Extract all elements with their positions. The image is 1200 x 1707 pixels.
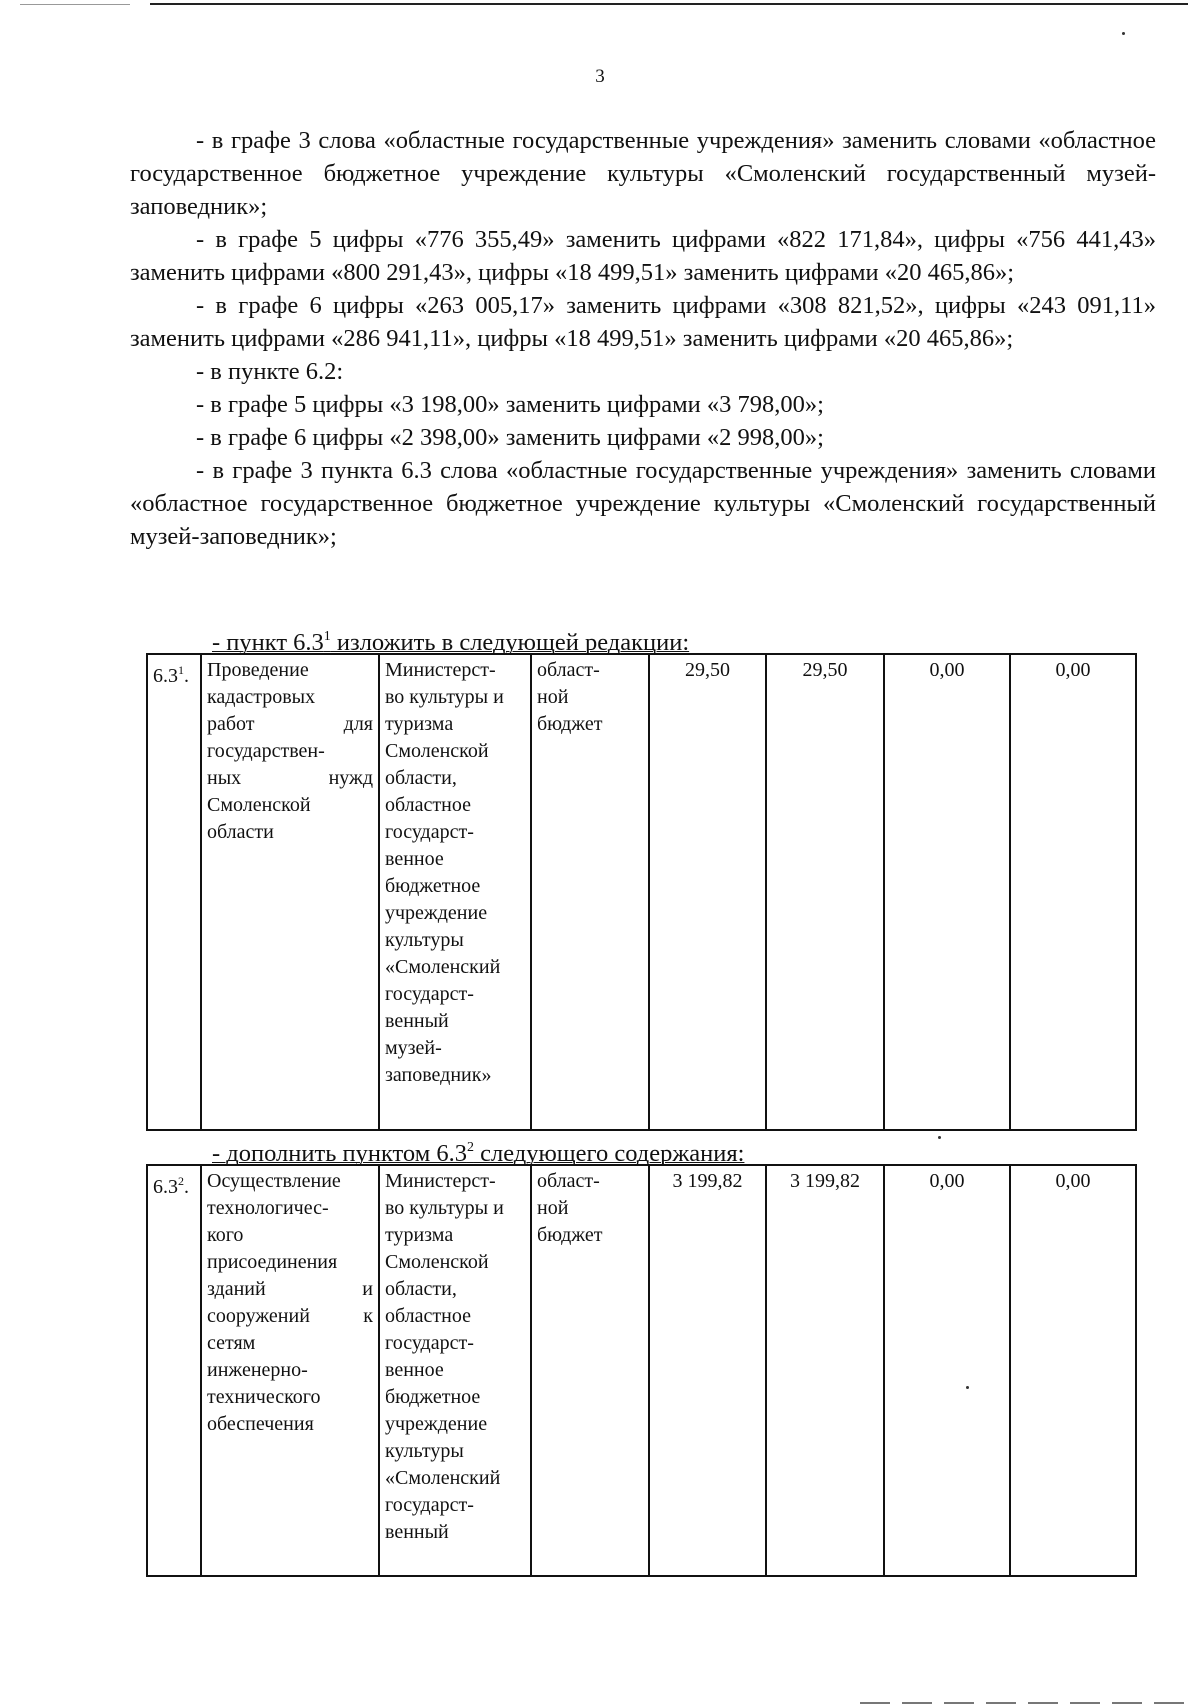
cell-name: Осуществление технологичес- кого присоединения зданий и сооружений к сетям инженерно- технического обеспечения	[201, 1165, 379, 1576]
cell-source: област- ной бюджет	[531, 1165, 649, 1576]
paragraph: - в графе 3 слова «областные государственные учреждения» заменить словами «областное государственное бюджетное учреждение культуры «Смоленский государственный музей-заповедник»;	[130, 127, 1156, 220]
cell-responsible: Министерст- во культуры и туризма Смоленской области, областное государст- венное бюджетное учреждение культуры «Смоленский государст- венный музей- заповедник»	[379, 654, 531, 1130]
lead-after: следующего содержания:	[473, 1140, 745, 1167]
table-item-6-3-1	[146, 653, 1137, 1131]
cell-name: Проведение кадастровых работ для государствен- ных нужд Смоленской области	[201, 654, 379, 1130]
cell-responsible: Министерст- во культуры и туризма Смоленской области, областное государст- венное бюджетное учреждение культуры «Смоленский государст- венный	[379, 1165, 531, 1576]
lead-text	[212, 1140, 744, 1167]
paragraph: - в графе 6 цифры «2 398,00» заменить цифрами «2 998,00»;	[196, 424, 824, 451]
scan-speck	[966, 1386, 969, 1389]
paragraph: - в графе 3 пункта 6.3 слова «областные государственные учреждения» заменить словами «областное государственное бюджетное учреждение культуры «Смоленский государственный музей-заповедник»;	[130, 457, 1156, 550]
cell-value-total: 29,50	[649, 654, 766, 1130]
lead-after: изложить в следующей редакции:	[330, 629, 690, 656]
cell-value-year2: 0,00	[884, 654, 1010, 1130]
scan-edge-line	[150, 3, 1188, 5]
cell-value-year3: 0,00	[1010, 654, 1136, 1130]
scan-speck	[1122, 32, 1125, 35]
lead-before: - дополнить пунктом 6.3	[212, 1140, 467, 1167]
cell-value-year1: 3 199,82	[766, 1165, 884, 1576]
lead-line-6-3-1	[212, 623, 689, 657]
page-number: 3	[595, 66, 605, 87]
scan-edge-line	[860, 1702, 1190, 1704]
lead-sup: 2	[466, 1140, 474, 1155]
cell-number: $6.3^2$.	[147, 1165, 201, 1576]
body-text	[130, 124, 1156, 553]
lead-before: - пункт 6.3	[212, 629, 324, 656]
cell-value-year2: 0,00	[884, 1165, 1010, 1576]
scan-edge-line	[20, 4, 130, 5]
lead-line-6-3-2	[212, 1134, 744, 1168]
paragraph: - в графе 6 цифры «263 005,17» заменить цифрами «308 821,52», цифры «243 091,11» заменить цифрами «286 941,11», цифры «18 499,51» заменить цифрами «20 465,86»;	[130, 292, 1156, 352]
table-row	[147, 654, 1136, 1130]
cell-value-year3: 0,00	[1010, 1165, 1136, 1576]
cell-value-total: 3 199,82	[649, 1165, 766, 1576]
scan-speck	[938, 1136, 941, 1139]
cell-value-year1: 29,50	[766, 654, 884, 1130]
paragraph: - в пункте 6.2:	[196, 358, 344, 385]
lead-text	[212, 629, 689, 656]
paragraph: - в графе 5 цифры «776 355,49» заменить цифрами «822 171,84», цифры «756 441,43» заменить цифрами «800 291,43», цифры «18 499,51» заменить цифрами «20 465,86»;	[130, 226, 1156, 286]
cell-number: $6.3^1$.	[147, 654, 201, 1130]
table-item-6-3-2	[146, 1164, 1137, 1577]
table-row	[147, 1165, 1136, 1576]
paragraph: - в графе 5 цифры «3 198,00» заменить цифрами «3 798,00»;	[196, 391, 824, 418]
lead-sup: 1	[323, 629, 331, 644]
cell-source: област- ной бюджет	[531, 654, 649, 1130]
